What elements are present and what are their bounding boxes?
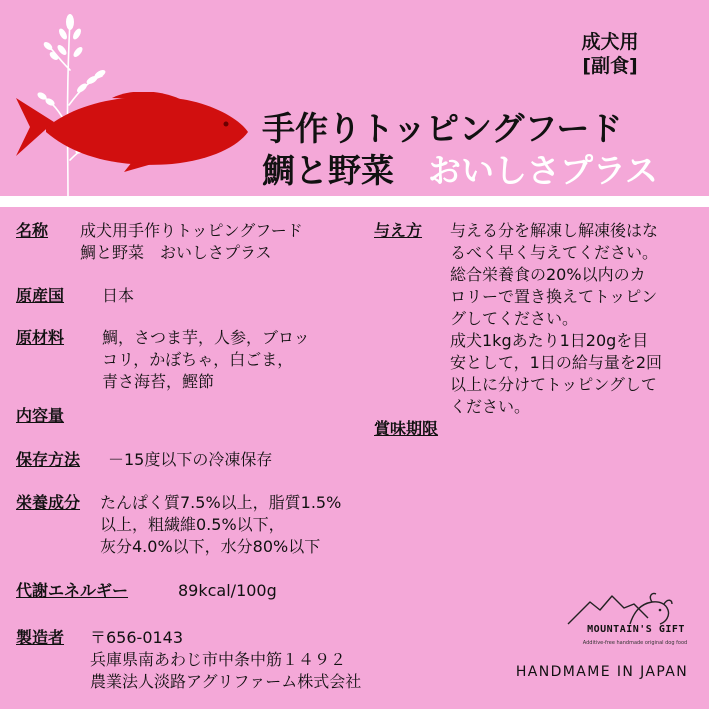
ingredients-line: コリ，かぼちゃ，白ごま， bbox=[102, 350, 294, 369]
manufacturer-value bbox=[90, 627, 361, 693]
feeding-value bbox=[450, 220, 706, 418]
red-fish-icon bbox=[12, 92, 252, 172]
ingredients-line: 青さ海苔，鰹節 bbox=[102, 372, 215, 391]
brand-tagline: Additive-free handmade original dog food bbox=[582, 640, 688, 646]
name-label: 名称 bbox=[16, 221, 49, 240]
manufacturer-label: 製造者 bbox=[16, 628, 65, 647]
feeding-line: 以上に分けてトッピングして bbox=[450, 375, 657, 394]
feeding-line: るべく早く与えてください。 bbox=[450, 243, 659, 262]
name-value bbox=[80, 220, 303, 264]
origin-label: 原産国 bbox=[16, 286, 65, 305]
nutrition-label: 栄養成分 bbox=[16, 493, 81, 512]
name-line: 成犬用手作りトッピングフード bbox=[80, 221, 303, 240]
nutrition-line: たんぱく質7.5%以上，脂質1.5% bbox=[100, 493, 342, 512]
energy-value: 89kcal/100g bbox=[178, 581, 277, 600]
storage-value: －15度以下の冷凍保存 bbox=[108, 450, 273, 469]
origin-value: 日本 bbox=[102, 286, 135, 305]
feeding-line: ください。 bbox=[450, 397, 531, 416]
nutrition-line: 以上，粗繊維0.5%以下， bbox=[100, 515, 285, 534]
feeding-line: グしてください。 bbox=[450, 309, 579, 328]
product-title bbox=[262, 108, 658, 192]
feeding-label: 与え方 bbox=[374, 221, 423, 240]
feeding-line: 成犬1kgあたり1日20gを目 bbox=[450, 331, 649, 350]
expiry-label: 賞味期限 bbox=[374, 419, 439, 438]
manufacturer-postal: 〒656-0143 bbox=[90, 628, 184, 647]
nutrition-line: 灰分4.0%以下，水分80%以下 bbox=[100, 537, 321, 556]
title-line2-accent: おいしさプラス bbox=[428, 151, 659, 190]
storage-label: 保存方法 bbox=[16, 450, 81, 469]
title-line1: 手作りトッピングフード bbox=[262, 109, 623, 148]
title-line2-main: 鯛と野菜 bbox=[262, 151, 394, 190]
name-line: 鯛と野菜 おいしさプラス bbox=[80, 243, 272, 262]
feeding-line: ロリーで置き換えてトッピン bbox=[450, 287, 658, 306]
feeding-line: 安として，1日の給与量を2回 bbox=[450, 353, 663, 372]
nutrition-value bbox=[100, 492, 341, 558]
title-line2 bbox=[262, 150, 658, 192]
ingredients-value bbox=[102, 327, 310, 393]
brand-name: MOUNTAIN'S GIFT bbox=[587, 624, 685, 635]
manufacturer-company: 農業法人淡路アグリファーム株式会社 bbox=[90, 672, 362, 691]
volume-label: 内容量 bbox=[16, 406, 65, 425]
ingredients-label: 原材料 bbox=[16, 328, 65, 347]
manufacturer-address: 兵庫県南あわじ市中条中筋１４９２ bbox=[90, 650, 347, 669]
handmade-text: HANDMAME IN JAPAN bbox=[515, 664, 689, 680]
target-line2: [副食] bbox=[582, 55, 638, 77]
ingredients-line: 鯛，さつま芋，人参，ブロッ bbox=[102, 328, 310, 347]
energy-label: 代謝エネルギー bbox=[16, 581, 129, 600]
feeding-line: 与える分を解凍し解凍後はな bbox=[450, 221, 659, 240]
target-badge bbox=[560, 30, 660, 78]
feeding-line: 総合栄養食の20%以内のカ bbox=[450, 265, 646, 284]
dog-mountain-logo-icon bbox=[560, 588, 690, 628]
white-divider-band bbox=[0, 196, 709, 207]
target-line1: 成犬用 bbox=[581, 31, 639, 53]
